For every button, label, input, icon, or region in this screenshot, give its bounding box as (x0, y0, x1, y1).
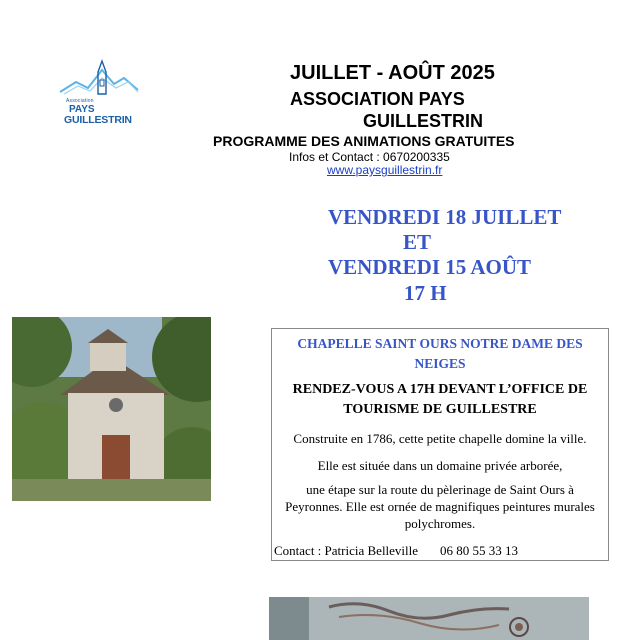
meeting-point: RENDEZ-VOUS A 17H DEVANT L’OFFICE DE TOURISME DE GUILLESTRE (292, 382, 588, 417)
contact-name: Contact : Patricia Belleville (274, 543, 419, 558)
association-name-line1: ASSOCIATION PAYS (290, 89, 465, 109)
date-line-3: VENDREDI 15 AOÛT (328, 255, 532, 279)
info-contact: Infos et Contact : 0670200335 (289, 150, 450, 164)
event-title: CHAPELLE SAINT OURS NOTRE DAME DES NEIGES (297, 336, 583, 371)
contact-phone: 06 80 55 33 13 (440, 543, 519, 558)
date-line-2: ET (403, 230, 432, 254)
programme-heading: PROGRAMME DES ANIMATIONS GRATUITES (213, 133, 515, 149)
period-heading: JUILLET - AOÛT 2025 (290, 62, 495, 84)
event-info-box (271, 328, 609, 561)
logo-line-pays: PAYS (69, 104, 95, 115)
chapel-photo (12, 317, 211, 501)
mural-painting-photo (269, 597, 589, 640)
association-name-line2: GUILLESTRIN (363, 111, 483, 131)
logo-small-text: Association (66, 98, 94, 104)
website-link[interactable]: www.paysguillestrin.fr (327, 163, 443, 177)
logo-line-guillestrin: GUILLESTRIN (64, 114, 132, 126)
description-3: une étape sur la route du pèlerinage de Saint Ours à Peyronnes. Elle est ornée de magnifiques peintures murales polychromes. (285, 482, 595, 531)
date-line-1: VENDREDI 18 JUILLET (328, 205, 562, 229)
time-line: 17 H (404, 281, 447, 305)
description-1: Construite en 1786, cette petite chapelle domine la ville. (293, 431, 587, 446)
contact-line (274, 543, 518, 559)
description-2: Elle est située dans un domaine privée arborée, (317, 458, 563, 473)
